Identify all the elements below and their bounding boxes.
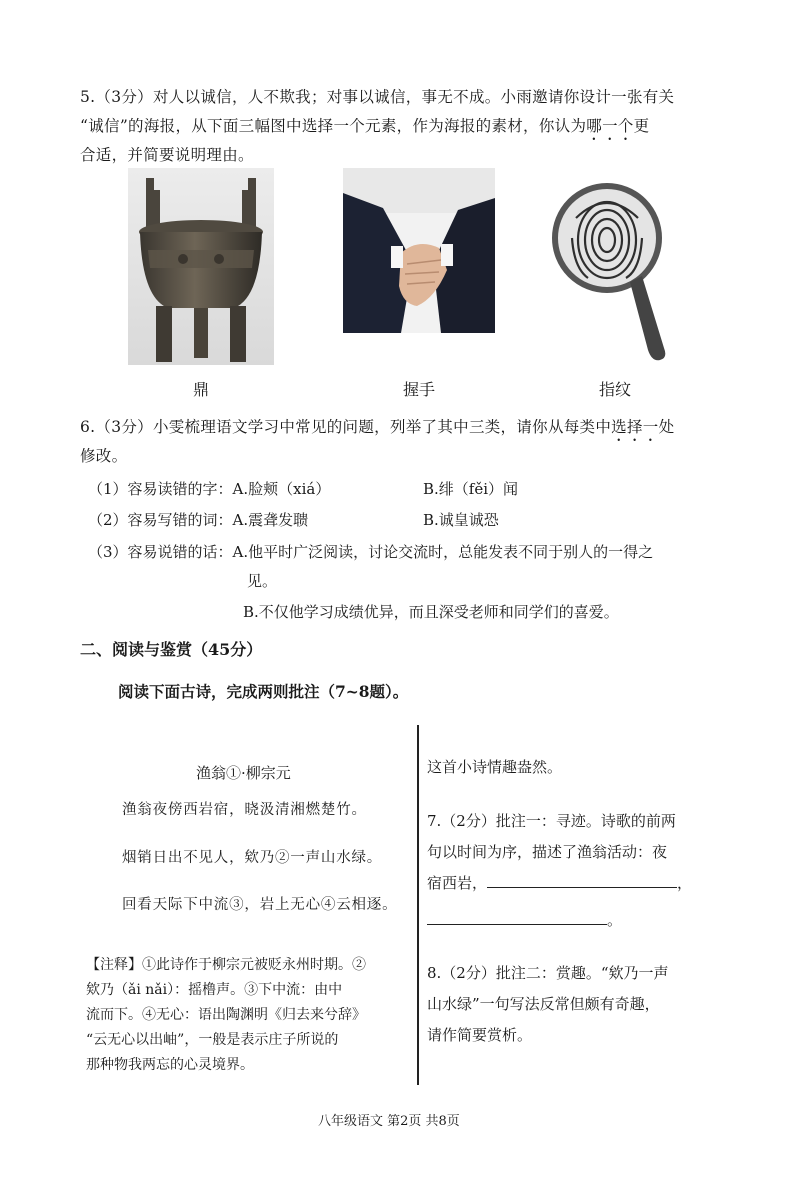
poem-title: 渔翁①·柳宗元 <box>196 764 291 782</box>
note-line-4: “云无心以出岫”，一般是表示庄子所说的 <box>86 1032 339 1048</box>
section-intro: 阅读下面古诗，完成两则批注（7~8题）。 <box>118 682 409 701</box>
page-footer: 八年级语文 第2页 共8页 <box>318 1114 460 1129</box>
q7-line-3 <box>427 868 712 899</box>
poem-line-2: 烟销日出不见人，欸乃②一声山水绿。 <box>122 850 383 866</box>
ding-icon <box>128 168 274 365</box>
q6-line1-text: 6.（3分）小雯梳理语文学习中常见的问题，列举了其中三类，请你从每类中 <box>80 418 612 436</box>
q5-line2-end: 更 <box>633 117 650 135</box>
q8-block <box>427 958 712 1051</box>
ding-figure <box>128 168 274 365</box>
q8-line-2: 山水绿”一句写法反常但颇有奇趣， <box>427 995 660 1013</box>
q7-line-2: 句以时间为序，描述了渔翁活动：夜 <box>427 843 668 861</box>
note-line-2: 欸乃（ǎi nǎi）：摇橹声。③下中流：由中 <box>86 982 343 998</box>
poem-notes <box>86 953 408 1078</box>
q5-line1: 5.（3分）对人以诚信，人不欺我；对事以诚信，事无不成。小雨邀请你设计一张有关 <box>80 88 675 106</box>
poem-line-3: 回看天际下中流③，岩上无心④云相逐。 <box>122 897 398 913</box>
q7-blank-1[interactable] <box>487 873 677 888</box>
q6-emphasis: 选择一 <box>611 418 659 436</box>
caption-handshake: 握手 <box>402 380 435 399</box>
q6-line1 <box>80 413 674 445</box>
note-line-1: 【注释】①此诗作于柳宗元被贬永州时期。② <box>86 957 366 973</box>
q5-line2-text: “诚信”的海报，从下面三幅图中选择一个元素，作为海报的素材，你认为 <box>80 117 587 135</box>
fingerprint-figure <box>552 178 678 368</box>
note-line-3: 流而下。④无心：语出陶渊明《归去来兮辞》 <box>86 1007 366 1023</box>
q6-row1-a: （1）容易读错的字：A.脸颊（xiá） <box>88 480 331 498</box>
q7-blank-2[interactable] <box>427 910 607 925</box>
q6-row3-cont: 见。 <box>247 572 278 590</box>
column-divider <box>417 725 419 1085</box>
q6-row2-a: （2）容易写错的词：A.震聋发聩 <box>88 511 309 529</box>
note-line-5: 那种物我两忘的心灵境界。 <box>86 1057 254 1073</box>
magnifier-fingerprint-icon <box>552 178 678 368</box>
q6-row2-b: B.诚皇诚恐 <box>423 511 499 529</box>
poem-line-1: 渔翁夜傍西岩宿，晓汲清湘燃楚竹。 <box>122 802 367 818</box>
handshake-icon <box>343 168 495 333</box>
q8-line-1: 8.（2分）批注二：赏趣。“欸乃一声 <box>427 964 669 982</box>
section-title: 二、阅读与鉴赏（45分） <box>80 640 263 659</box>
q6-row3-b: B.不仅他学习成绩优异，而且深受老师和同学们的喜爱。 <box>243 603 619 621</box>
q6-row1-b: B.绯（fěi）闻 <box>423 480 519 498</box>
q7-line-4 <box>427 905 712 936</box>
q5-emphasis: 哪一个 <box>586 117 634 135</box>
q6-line2: 修改。 <box>80 447 128 465</box>
q7-line-3-text: 宿西岩， <box>427 874 488 892</box>
caption-fingerprint: 指纹 <box>598 380 631 399</box>
handshake-figure <box>343 168 495 333</box>
caption-ding: 鼎 <box>192 380 209 399</box>
q5-line3: 合适，并简要说明理由。 <box>80 146 254 164</box>
q6-line1-end: 处 <box>658 418 675 436</box>
q7-line-1: 7.（2分）批注一：寻迹。诗歌的前两 <box>427 812 676 830</box>
q8-line-3: 请作简要赏析。 <box>427 1026 533 1044</box>
q5-line2 <box>80 112 649 144</box>
q7-comma: ， <box>677 874 693 892</box>
q7-block <box>427 806 712 936</box>
right-intro: 这首小诗情趣盎然。 <box>427 758 563 776</box>
q7-period: 。 <box>607 911 623 929</box>
q6-row3-a: （3）容易说错的话：A.他平时广泛阅读，讨论交流时，总能发表不同于别人的一得之 <box>88 543 654 561</box>
